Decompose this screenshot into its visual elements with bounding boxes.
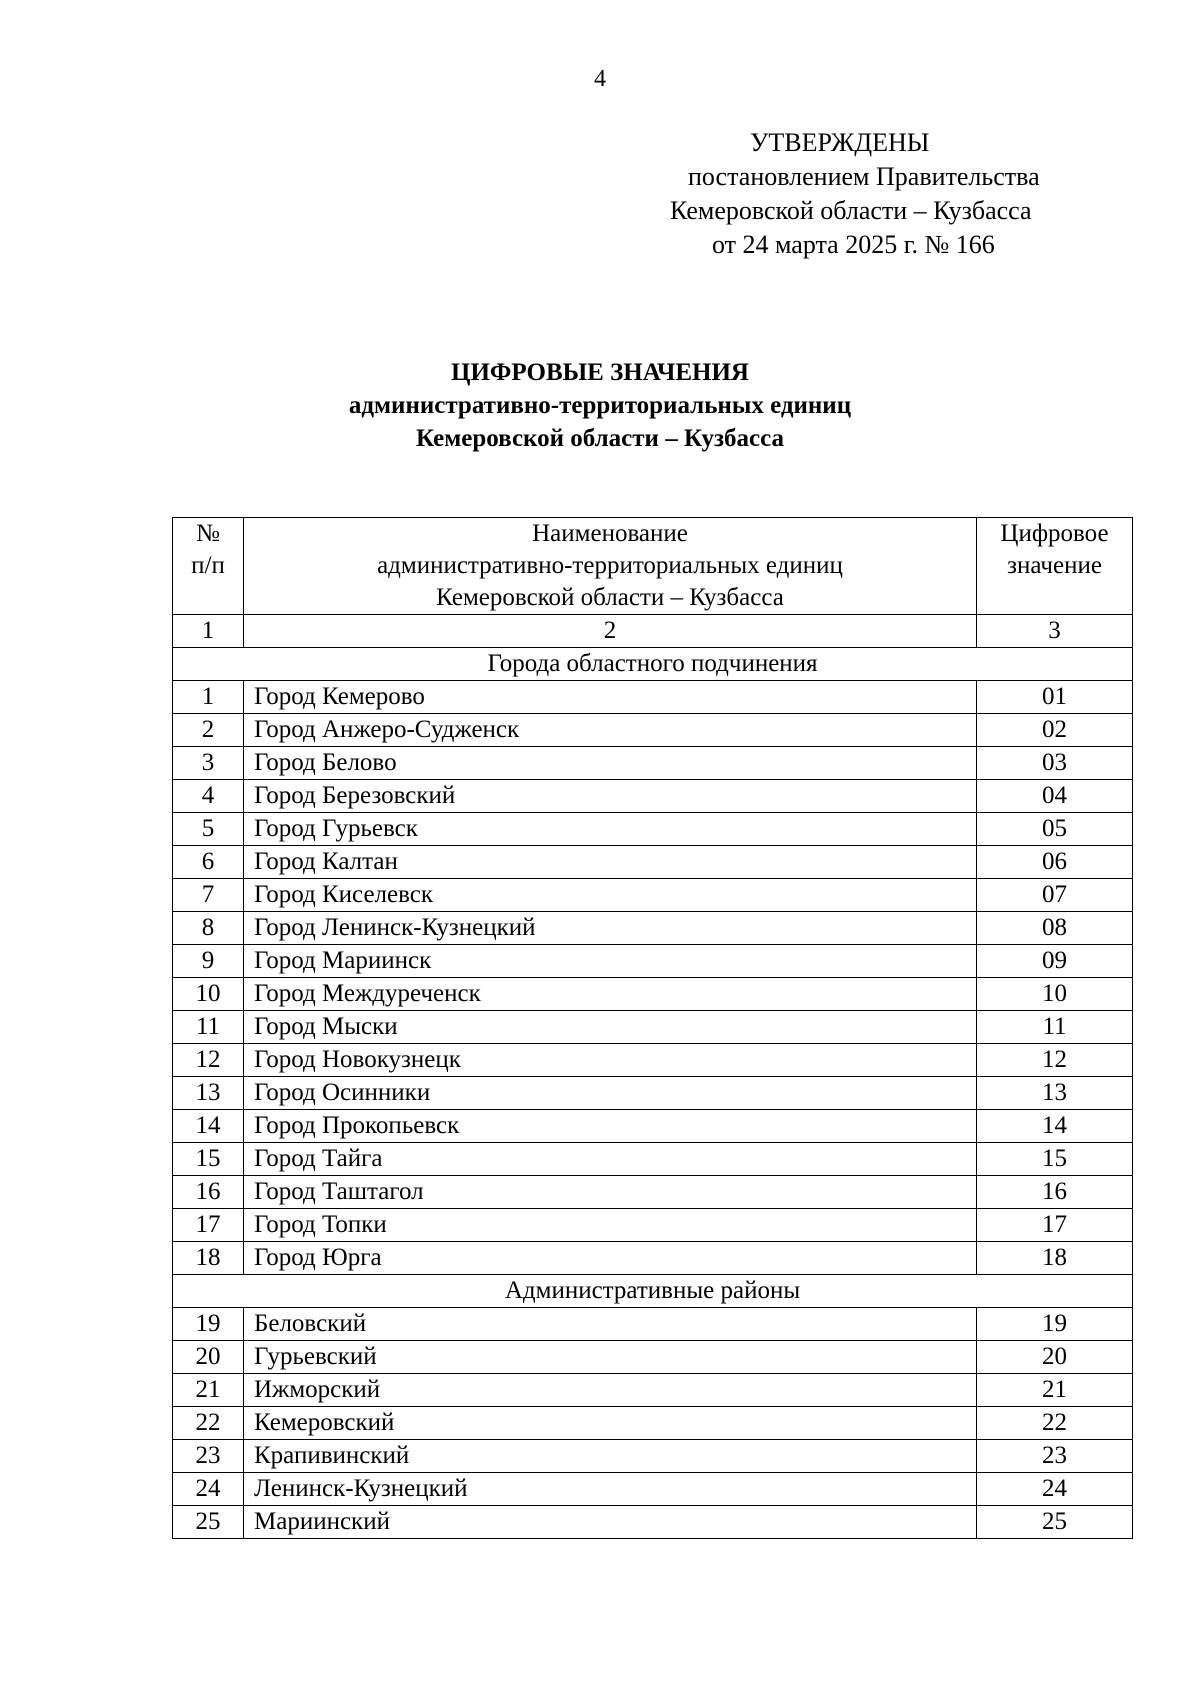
column-number: 3: [977, 615, 1133, 648]
row-number: 5: [173, 813, 244, 846]
row-value: 17: [977, 1209, 1133, 1242]
row-name: Город Киселевск: [244, 879, 977, 912]
row-name: Город Мыски: [244, 1011, 977, 1044]
row-value: 04: [977, 780, 1133, 813]
table-row: [173, 1143, 1133, 1176]
row-name: Город Кемерово: [244, 681, 977, 714]
table-header-row: [173, 518, 1133, 615]
row-number: 6: [173, 846, 244, 879]
row-number: 25: [173, 1506, 244, 1539]
table-row: [173, 1209, 1133, 1242]
row-number: 11: [173, 1011, 244, 1044]
table-row: [173, 1011, 1133, 1044]
row-number: 16: [173, 1176, 244, 1209]
title-line: Кемеровской области – Кузбасса: [415, 425, 785, 452]
row-value: 02: [977, 714, 1133, 747]
row-number: 24: [173, 1473, 244, 1506]
table-row: [173, 1473, 1133, 1506]
row-value: 23: [977, 1440, 1133, 1473]
row-number: 10: [173, 978, 244, 1011]
table-row: [173, 1374, 1133, 1407]
row-name: Ижморский: [244, 1374, 977, 1407]
header-text: Кемеровской области – Кузбасса: [436, 584, 784, 611]
row-number: 13: [173, 1077, 244, 1110]
row-name: Город Белово: [244, 747, 977, 780]
row-value: 25: [977, 1506, 1133, 1539]
title-line: административно-территориальных единиц: [348, 392, 852, 419]
table-row: [173, 912, 1133, 945]
column-number: 2: [244, 615, 977, 648]
approval-heading: УТВЕРЖДЕНЫ: [750, 128, 930, 157]
header-text: №: [196, 520, 220, 547]
row-value: 03: [977, 747, 1133, 780]
table-row: [173, 1407, 1133, 1440]
row-name: Город Гурьевск: [244, 813, 977, 846]
table-row: [173, 1110, 1133, 1143]
table-row: [173, 1440, 1133, 1473]
row-number: 2: [173, 714, 244, 747]
table-row: [173, 1341, 1133, 1374]
approval-line: постановлением Правительства: [688, 162, 1040, 191]
row-value: 07: [977, 879, 1133, 912]
row-value: 18: [977, 1242, 1133, 1275]
row-value: 16: [977, 1176, 1133, 1209]
header-number: [173, 518, 244, 615]
row-value: 08: [977, 912, 1133, 945]
header-value: [977, 518, 1133, 615]
row-number: 15: [173, 1143, 244, 1176]
header-text: Цифровое: [1000, 520, 1109, 547]
table-row: [173, 1176, 1133, 1209]
row-number: 8: [173, 912, 244, 945]
header-spacer: [173, 582, 243, 614]
row-number: 17: [173, 1209, 244, 1242]
approval-block: [670, 126, 1040, 262]
row-name: Город Березовский: [244, 780, 977, 813]
row-number: 1: [173, 681, 244, 714]
row-value: 05: [977, 813, 1133, 846]
row-value: 15: [977, 1143, 1133, 1176]
row-number: 14: [173, 1110, 244, 1143]
row-name: Город Ленинск-Кузнецкий: [244, 912, 977, 945]
approval-date: от 24 марта 2025 г. № 166: [712, 230, 995, 259]
row-name: Город Топки: [244, 1209, 977, 1242]
row-number: 4: [173, 780, 244, 813]
row-name: Город Осинники: [244, 1077, 977, 1110]
header-text: Наименование: [532, 520, 688, 547]
row-value: 09: [977, 945, 1133, 978]
table-row: [173, 945, 1133, 978]
document-title: [0, 356, 1200, 455]
row-value: 11: [977, 1011, 1133, 1044]
row-name: Город Новокузнецк: [244, 1044, 977, 1077]
table-row: [173, 1044, 1133, 1077]
row-name: Город Мариинск: [244, 945, 977, 978]
table-row: [173, 813, 1133, 846]
table-row: [173, 1308, 1133, 1341]
row-number: 3: [173, 747, 244, 780]
row-number: 12: [173, 1044, 244, 1077]
table-row: [173, 681, 1133, 714]
row-name: Город Калтан: [244, 846, 977, 879]
row-name: Ленинск-Кузнецкий: [244, 1473, 977, 1506]
row-name: Кемеровский: [244, 1407, 977, 1440]
row-name: Город Прокопьевск: [244, 1110, 977, 1143]
row-value: 24: [977, 1473, 1133, 1506]
table-row: [173, 978, 1133, 1011]
row-value: 19: [977, 1308, 1133, 1341]
row-value: 13: [977, 1077, 1133, 1110]
table-row: [173, 879, 1133, 912]
row-value: 12: [977, 1044, 1133, 1077]
units-table: [172, 517, 1133, 1539]
row-name: Город Таштагол: [244, 1176, 977, 1209]
section-title: Города областного подчинения: [173, 648, 1133, 681]
approval-line: Кемеровской области – Кузбасса: [670, 196, 1032, 225]
title-line: ЦИФРОВЫЕ ЗНАЧЕНИЯ: [451, 359, 749, 386]
row-value: 14: [977, 1110, 1133, 1143]
table-row: [173, 1506, 1133, 1539]
row-number: 21: [173, 1374, 244, 1407]
row-name: Город Междуреченск: [244, 978, 977, 1011]
row-name: Беловский: [244, 1308, 977, 1341]
row-number: 9: [173, 945, 244, 978]
table-body: [173, 615, 1133, 1539]
row-number: 7: [173, 879, 244, 912]
column-number-row: [173, 615, 1133, 648]
row-name: Гурьевский: [244, 1341, 977, 1374]
row-value: 10: [977, 978, 1133, 1011]
row-name: Мариинский: [244, 1506, 977, 1539]
row-value: 06: [977, 846, 1133, 879]
table-row: [173, 1077, 1133, 1110]
row-name: Город Тайга: [244, 1143, 977, 1176]
header-spacer: [977, 582, 1132, 614]
row-name: Крапивинский: [244, 1440, 977, 1473]
table-row: [173, 780, 1133, 813]
table-row: [173, 714, 1133, 747]
header-text: административно-территориальных единиц: [377, 552, 843, 579]
row-name: Город Юрга: [244, 1242, 977, 1275]
section-row: [173, 1275, 1133, 1308]
row-value: 22: [977, 1407, 1133, 1440]
row-name: Город Анжеро-Судженск: [244, 714, 977, 747]
column-number: 1: [173, 615, 244, 648]
table-row: [173, 846, 1133, 879]
row-value: 01: [977, 681, 1133, 714]
row-number: 20: [173, 1341, 244, 1374]
row-number: 22: [173, 1407, 244, 1440]
row-value: 20: [977, 1341, 1133, 1374]
table-row: [173, 1242, 1133, 1275]
row-number: 23: [173, 1440, 244, 1473]
row-number: 19: [173, 1308, 244, 1341]
page-number: 4: [594, 66, 606, 92]
row-value: 21: [977, 1374, 1133, 1407]
section-row: [173, 648, 1133, 681]
table-row: [173, 747, 1133, 780]
row-number: 18: [173, 1242, 244, 1275]
header-name: [244, 518, 977, 615]
header-text: значение: [1007, 552, 1102, 579]
header-text: п/п: [191, 552, 225, 579]
section-title: Административные районы: [173, 1275, 1133, 1308]
